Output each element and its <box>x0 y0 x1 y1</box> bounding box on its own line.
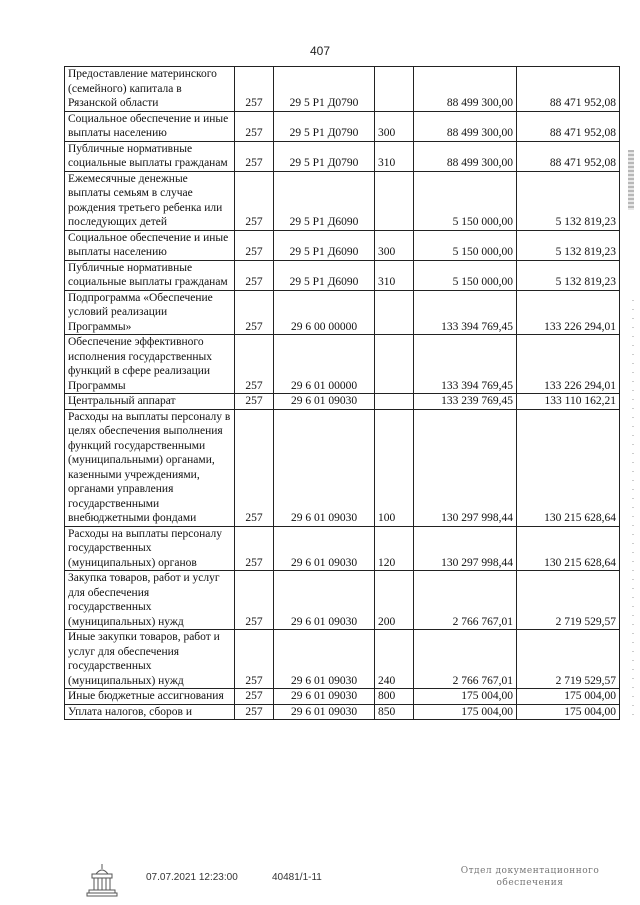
row-name-cell: Публичные нормативные социальные выплаты гражданам <box>65 260 235 290</box>
row-amount-plan-cell: 175 004,00 <box>414 704 517 720</box>
row-csr-cell: 29 5 Р1 Д0790 <box>274 111 375 141</box>
row-vr-cell <box>375 171 414 230</box>
row-grbs-cell: 257 <box>235 290 274 335</box>
row-amount-fact-cell: 175 004,00 <box>517 689 620 705</box>
row-amount-fact-cell: 133 226 294,01 <box>517 290 620 335</box>
row-vr-cell <box>375 394 414 410</box>
row-csr-cell: 29 6 01 09030 <box>274 571 375 630</box>
table-row <box>65 335 620 394</box>
row-amount-fact-cell: 5 132 819,23 <box>517 171 620 230</box>
row-amount-plan-cell: 2 766 767,01 <box>414 571 517 630</box>
row-amount-plan-cell: 133 394 769,45 <box>414 290 517 335</box>
row-csr-cell: 29 6 01 09030 <box>274 394 375 410</box>
scan-margin-mark <box>628 150 634 210</box>
row-amount-plan-cell: 175 004,00 <box>414 689 517 705</box>
row-name-cell: Ежемесячные денежные выплаты семьям в случае рождения третьего ребенка или последующих детей <box>65 171 235 230</box>
table-row <box>65 111 620 141</box>
row-grbs-cell: 257 <box>235 67 274 112</box>
row-grbs-cell: 257 <box>235 141 274 171</box>
row-amount-fact-cell: 130 215 628,64 <box>517 409 620 526</box>
row-amount-plan-cell: 5 150 000,00 <box>414 171 517 230</box>
row-amount-fact-cell: 88 471 952,08 <box>517 67 620 112</box>
row-csr-cell: 29 6 01 09030 <box>274 526 375 571</box>
row-name-cell: Расходы на выплаты персоналу государственных (муниципальных) органов <box>65 526 235 571</box>
row-csr-cell: 29 5 Р1 Д6090 <box>274 260 375 290</box>
row-name-cell: Предоставление материнского (семейного) капитала в Рязанской области <box>65 67 235 112</box>
row-vr-cell <box>375 335 414 394</box>
budget-table <box>64 66 620 720</box>
row-amount-fact-cell: 130 215 628,64 <box>517 526 620 571</box>
row-name-cell: Закупка товаров, работ и услуг для обеспечения государственных (муниципальных) нужд <box>65 571 235 630</box>
table-row <box>65 394 620 410</box>
row-name-cell: Обеспечение эффективного исполнения государственных функций в сфере реализации Программы <box>65 335 235 394</box>
row-csr-cell: 29 5 Р1 Д6090 <box>274 230 375 260</box>
table-row <box>65 526 620 571</box>
row-name-cell: Иные закупки товаров, работ и услуг для обеспечения государственных (муниципальных) нужд <box>65 630 235 689</box>
table-row <box>65 689 620 705</box>
row-vr-cell: 310 <box>375 141 414 171</box>
row-vr-cell <box>375 67 414 112</box>
row-vr-cell: 120 <box>375 526 414 571</box>
row-grbs-cell: 257 <box>235 704 274 720</box>
row-amount-plan-cell: 88 499 300,00 <box>414 67 517 112</box>
row-csr-cell: 29 6 01 09030 <box>274 409 375 526</box>
row-name-cell: Подпрограмма «Обеспечение условий реализации Программы» <box>65 290 235 335</box>
table-row <box>65 67 620 112</box>
row-grbs-cell: 257 <box>235 260 274 290</box>
page-number: 407 <box>309 44 331 58</box>
row-amount-plan-cell: 130 297 998,44 <box>414 526 517 571</box>
footer-date: 07.07.2021 12:23:00 <box>146 872 238 883</box>
row-csr-cell: 29 6 01 09030 <box>274 689 375 705</box>
row-vr-cell: 240 <box>375 630 414 689</box>
row-amount-plan-cell: 133 239 769,45 <box>414 394 517 410</box>
table-row <box>65 409 620 526</box>
row-vr-cell: 200 <box>375 571 414 630</box>
row-amount-fact-cell: 5 132 819,23 <box>517 230 620 260</box>
building-logo-icon <box>82 860 122 900</box>
row-name-cell: Публичные нормативные социальные выплаты гражданам <box>65 141 235 171</box>
row-amount-fact-cell: 5 132 819,23 <box>517 260 620 290</box>
row-name-cell: Социальное обеспечение и иные выплаты населению <box>65 111 235 141</box>
footer-doc-number: 40481/1-11 <box>272 872 322 883</box>
footer-stamp <box>445 865 615 889</box>
row-csr-cell: 29 5 Р1 Д0790 <box>274 141 375 171</box>
footer-stamp-line2: обеспечения <box>496 878 564 888</box>
row-grbs-cell: 257 <box>235 630 274 689</box>
row-name-cell: Центральный аппарат <box>65 394 235 410</box>
table-row <box>65 704 620 720</box>
row-amount-fact-cell: 133 110 162,21 <box>517 394 620 410</box>
page-footer <box>0 862 640 902</box>
row-amount-plan-cell: 2 766 767,01 <box>414 630 517 689</box>
row-amount-plan-cell: 88 499 300,00 <box>414 111 517 141</box>
row-amount-plan-cell: 133 394 769,45 <box>414 335 517 394</box>
row-amount-plan-cell: 130 297 998,44 <box>414 409 517 526</box>
row-amount-fact-cell: 88 471 952,08 <box>517 141 620 171</box>
row-amount-plan-cell: 88 499 300,00 <box>414 141 517 171</box>
row-csr-cell: 29 6 01 00000 <box>274 335 375 394</box>
table-row <box>65 171 620 230</box>
row-grbs-cell: 257 <box>235 230 274 260</box>
row-vr-cell: 800 <box>375 689 414 705</box>
row-vr-cell: 100 <box>375 409 414 526</box>
row-name-cell: Иные бюджетные ассигнования <box>65 689 235 705</box>
row-grbs-cell: 257 <box>235 111 274 141</box>
row-csr-cell: 29 6 01 09030 <box>274 704 375 720</box>
table-row <box>65 290 620 335</box>
row-vr-cell: 300 <box>375 230 414 260</box>
row-csr-cell: 29 5 Р1 Д0790 <box>274 67 375 112</box>
table-row <box>65 230 620 260</box>
row-grbs-cell: 257 <box>235 526 274 571</box>
footer-stamp-line1: Отдел документационного <box>460 866 600 876</box>
row-vr-cell: 310 <box>375 260 414 290</box>
row-grbs-cell: 257 <box>235 394 274 410</box>
table-row <box>65 571 620 630</box>
budget-table-body <box>65 67 620 720</box>
row-grbs-cell: 257 <box>235 171 274 230</box>
row-amount-fact-cell: 2 719 529,57 <box>517 571 620 630</box>
row-amount-fact-cell: 133 226 294,01 <box>517 335 620 394</box>
row-amount-fact-cell: 88 471 952,08 <box>517 111 620 141</box>
row-amount-plan-cell: 5 150 000,00 <box>414 260 517 290</box>
row-vr-cell: 850 <box>375 704 414 720</box>
row-amount-fact-cell: 175 004,00 <box>517 704 620 720</box>
row-name-cell: Социальное обеспечение и иные выплаты населению <box>65 230 235 260</box>
row-csr-cell: 29 6 00 00000 <box>274 290 375 335</box>
row-grbs-cell: 257 <box>235 335 274 394</box>
row-amount-fact-cell: 2 719 529,57 <box>517 630 620 689</box>
table-row <box>65 141 620 171</box>
row-grbs-cell: 257 <box>235 409 274 526</box>
row-grbs-cell: 257 <box>235 689 274 705</box>
row-vr-cell: 300 <box>375 111 414 141</box>
table-row <box>65 630 620 689</box>
row-csr-cell: 29 6 01 09030 <box>274 630 375 689</box>
row-vr-cell <box>375 290 414 335</box>
table-row <box>65 260 620 290</box>
row-csr-cell: 29 5 Р1 Д6090 <box>274 171 375 230</box>
row-name-cell: Уплата налогов, сборов и <box>65 704 235 720</box>
row-amount-plan-cell: 5 150 000,00 <box>414 230 517 260</box>
scan-margin-dots <box>632 300 634 720</box>
row-name-cell: Расходы на выплаты персоналу в целях обеспечения выполнения функций государственными (муниципальными) органами, казенными учреждениями, органами управления государственными внебюджетными фондами <box>65 409 235 526</box>
row-grbs-cell: 257 <box>235 571 274 630</box>
